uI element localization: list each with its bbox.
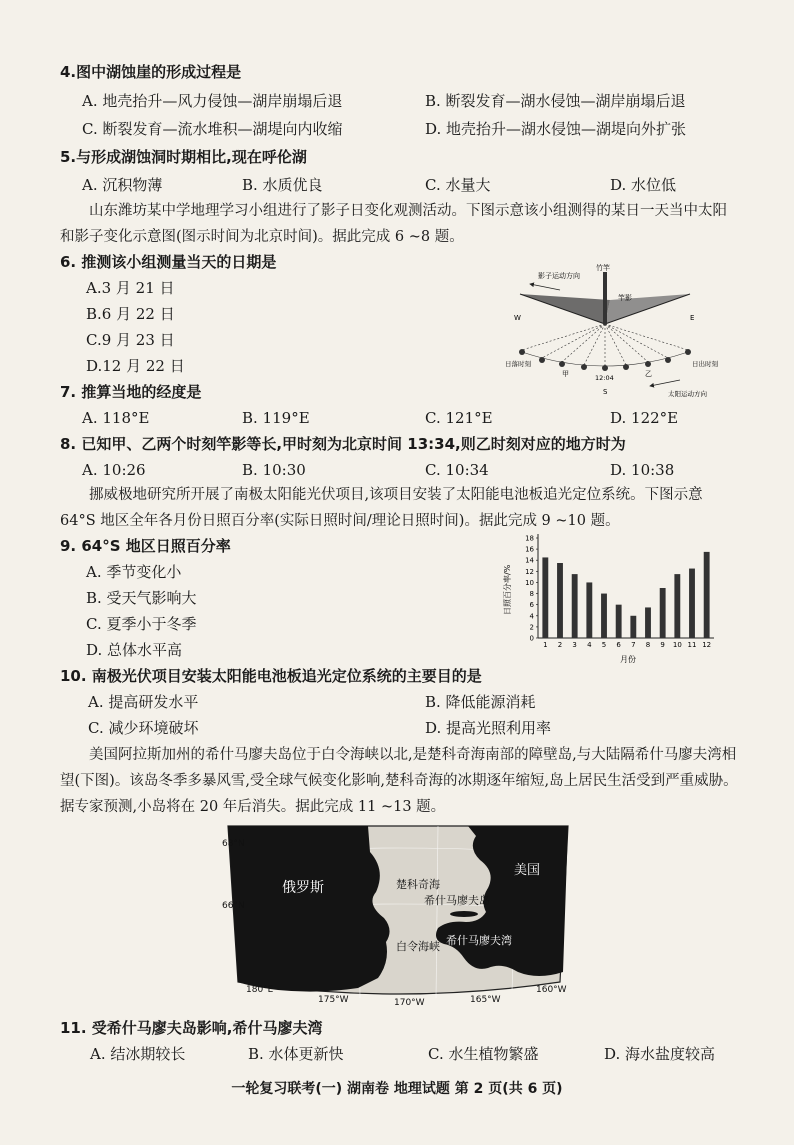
y-tick-label: 12 <box>525 567 534 576</box>
bar-month-5 <box>601 594 607 638</box>
q4-option-c: C. 断裂发育—流水堆积—湖堤向内收缩 <box>82 120 343 138</box>
q4-option-a: A. 地壳抬升—风力侵蚀—湖岸崩塌后退 <box>82 92 343 110</box>
q6-option-d: D.12 月 22 日 <box>86 357 185 375</box>
q6-option-c: C.9 月 23 日 <box>86 331 175 349</box>
bar-month-2 <box>557 563 563 638</box>
x-tick-label: 7 <box>631 641 636 649</box>
lon-170-label: 170°W <box>394 998 425 1008</box>
x-tick-label: 2 <box>557 641 563 649</box>
bar-month-10 <box>674 574 680 638</box>
pole <box>603 272 607 324</box>
q6-option-a: A.3 月 21 日 <box>86 279 175 297</box>
q10-option-c: C. 减少环境破坏 <box>88 719 199 737</box>
x-tick-label: 4 <box>587 641 592 649</box>
q8-stem: 8. 已知甲、乙两个时刻竿影等长,甲时刻为北京时间 13:34,则乙时刻对应的地方时为 <box>60 435 626 453</box>
bering-strait-label: 白令海峡 <box>396 940 440 953</box>
q9-option-c: C. 夏季小于冬季 <box>86 615 197 633</box>
x-tick-label: 5 <box>601 641 607 649</box>
y-tick-label: 0 <box>529 634 534 643</box>
q11-option-d: D. 海水盐度较高 <box>604 1045 716 1063</box>
lon-175-label: 175°W <box>318 995 349 1005</box>
sunset-label: 日落时刻 <box>505 360 531 368</box>
island-label: 希什马廖夫岛 <box>424 894 490 907</box>
usa-label: 美国 <box>514 863 541 878</box>
south-label: S <box>603 388 608 396</box>
bar-month-6 <box>616 605 622 638</box>
q5-option-c: C. 水量大 <box>425 176 491 194</box>
q6-option-b: B.6 月 22 日 <box>86 305 175 323</box>
q5-option-d: D. 水位低 <box>610 176 677 194</box>
shishmaref-island <box>450 911 478 917</box>
q5-option-a: A. 沉积物薄 <box>82 176 163 194</box>
q7-option-c: C. 121°E <box>425 409 493 427</box>
bar-month-7 <box>630 616 636 638</box>
sunrise-label: 日出时刻 <box>692 360 718 368</box>
east-label: E <box>690 314 695 322</box>
russia-landmass <box>228 826 390 992</box>
y-tick-label: 2 <box>529 623 534 632</box>
intro-q6-8: 山东潍坊某中学地理学习小组进行了影子日变化观测活动。下图示意该小组测得的某日一天当中太阳和影子变化示意图(图示时间为北京时间)。据此完成 6 ~8 题。 <box>60 203 727 245</box>
y-tick-label: 16 <box>525 545 534 554</box>
russia-label: 俄罗斯 <box>282 880 324 896</box>
q7-option-a: A. 118°E <box>82 409 150 427</box>
q11-option-c: C. 水生植物繁盛 <box>428 1045 539 1063</box>
q11-option-b: B. 水体更新快 <box>248 1045 344 1063</box>
lat-66-label: 66°N <box>222 901 245 911</box>
q11-option-a: A. 结冰期较长 <box>90 1045 186 1063</box>
x-tick-label: 3 <box>572 641 577 649</box>
q6-stem: 6. 推测该小组测量当天的日期是 <box>60 253 277 271</box>
pole-label: 竹竿 <box>596 264 610 272</box>
q8-option-d: D. 10:38 <box>610 461 675 479</box>
x-tick-label: 10 <box>672 641 682 649</box>
sun-direction-label: 太阳运动方向 <box>668 390 707 398</box>
x-tick-label: 12 <box>702 641 712 649</box>
time-jia-label: 甲 <box>562 370 569 378</box>
lon-165-label: 165°W <box>470 995 501 1005</box>
y-tick-label: 10 <box>525 578 534 587</box>
bar-month-4 <box>586 582 592 638</box>
q10-option-a: A. 提高研发水平 <box>88 693 199 711</box>
y-tick-label: 18 <box>525 534 534 543</box>
sunshine-percentage-chart <box>500 530 725 665</box>
bar-month-3 <box>572 574 578 638</box>
x-tick-label: 8 <box>645 641 651 649</box>
x-tick-label: 11 <box>687 641 697 649</box>
noon-time-label: 12:04 <box>595 374 614 382</box>
q10-stem: 10. 南极光伏项目安装太阳能电池板追光定位系统的主要目的是 <box>60 667 482 685</box>
bar-month-9 <box>660 588 666 638</box>
bar-month-12 <box>704 552 710 638</box>
sun-shadow-diagram <box>500 262 740 400</box>
bar-month-11 <box>689 569 695 638</box>
lat-68-label: 68°N <box>222 839 245 849</box>
q8-option-a: A. 10:26 <box>82 461 146 479</box>
q8-option-c: C. 10:34 <box>425 461 489 479</box>
y-tick-label: 14 <box>525 556 534 565</box>
x-tick-label: 1 <box>543 641 548 649</box>
q9-option-a: A. 季节变化小 <box>86 563 182 581</box>
shishmaref-bay-label: 希什马廖夫湾 <box>446 934 512 947</box>
chukchi-sea-label: 楚科奇海 <box>396 878 440 891</box>
bering-strait-map <box>218 822 578 1012</box>
page-footer: 一轮复习联考(一) 湖南卷 地理试题 第 2 页(共 6 页) <box>231 1081 563 1097</box>
y-tick-label: 6 <box>529 601 534 610</box>
q10-option-b: B. 降低能源消耗 <box>425 693 536 711</box>
y-tick-label: 8 <box>529 590 534 599</box>
lon-160-label: 160°W <box>536 985 567 995</box>
q4-option-b: B. 断裂发育—湖水侵蚀—湖岸崩塌后退 <box>425 92 686 110</box>
q10-option-d: D. 提高光照利用率 <box>425 719 552 737</box>
q7-stem: 7. 推算当地的经度是 <box>60 383 202 401</box>
x-tick-label: 9 <box>660 641 665 649</box>
x-tick-label: 6 <box>616 641 621 649</box>
q7-option-d: D. 122°E <box>610 409 679 427</box>
q5-stem: 5.与形成湖蚀洞时期相比,现在呼伦湖 <box>60 148 307 166</box>
q4-stem: 4.图中湖蚀崖的形成过程是 <box>60 63 242 81</box>
q9-option-b: B. 受天气影响大 <box>86 589 197 607</box>
bar-month-8 <box>645 607 651 638</box>
q8-option-b: B. 10:30 <box>242 461 306 479</box>
q11-stem: 11. 受希什马廖夫岛影响,希什马廖夫湾 <box>60 1019 323 1037</box>
west-label: W <box>514 314 521 322</box>
time-yi-label: 乙 <box>645 370 652 378</box>
q9-option-d: D. 总体水平高 <box>86 641 183 659</box>
intro-q9-10: 挪威极地研究所开展了南极太阳能光伏项目,该项目安装了太阳能电池板追光定位系统。下图示意 64°S 地区全年各月份日照百分率(实际日照时间/理论日照时间)。据此完成 9 ~10 题。 <box>60 487 703 529</box>
shadow-direction-label: 影子运动方向 <box>538 272 580 280</box>
pole-shadow-label: 竿影 <box>618 294 632 302</box>
intro-q11-13: 美国阿拉斯加州的希什马廖夫岛位于白令海峡以北,是楚科奇海南部的障壁岛,与大陆隔希什马廖夫湾相望(下图)。该岛冬季多暴风雪,受全球气候变化影响,楚科奇海的冰期逐年缩短,岛上居民生活受到严重威胁。据专家预测,小岛将在 20 年后消失。据此完成 11 ~13 题。 <box>60 747 738 815</box>
q9-stem: 9. 64°S 地区日照百分率 <box>60 537 231 555</box>
q4-option-d: D. 地壳抬升—湖水侵蚀—湖堤向外扩张 <box>425 120 687 138</box>
y-axis-label: 日照百分率/% <box>503 564 512 615</box>
y-tick-label: 4 <box>529 612 534 621</box>
q5-option-b: B. 水质优良 <box>242 176 323 194</box>
x-axis-label: 月份 <box>620 655 636 664</box>
bar-month-1 <box>542 557 548 638</box>
q7-option-b: B. 119°E <box>242 409 310 427</box>
lon-180-label: 180°E <box>246 985 274 995</box>
